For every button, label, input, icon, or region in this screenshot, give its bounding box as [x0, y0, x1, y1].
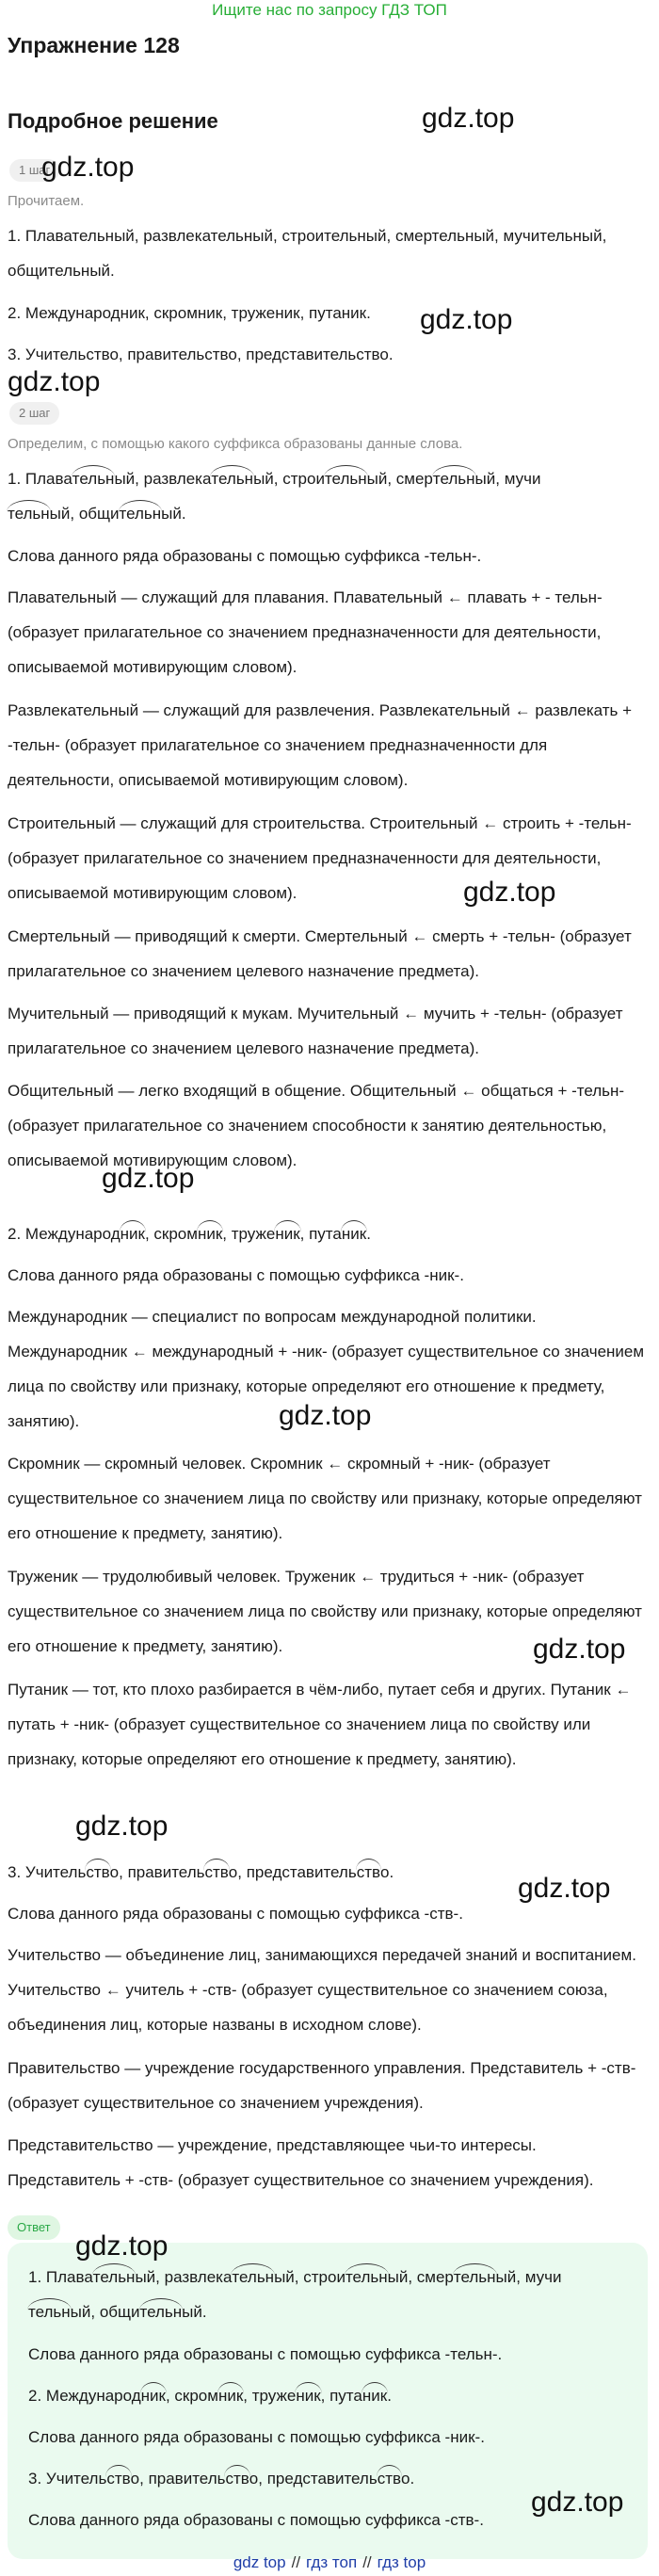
footer-link-gdz-top-ru[interactable]: гдз топ [306, 2553, 358, 2571]
suffix-mark: тельн [92, 2268, 136, 2286]
explanation-putanik: Путаник — тот, кто плохо разбирается в чём-либо, путает себя и других. Путаник ← путать + -ник- (образует существительное со значением лица по свойству или признаку, которые определяют его отношение к предмету, занятию). [8, 1681, 632, 1768]
watermark: gdz.top [41, 152, 135, 183]
watermark: gdz.top [463, 877, 556, 908]
step-1-badge: 1 шаг [9, 159, 59, 182]
suffix-mark: тельн [28, 2303, 71, 2321]
suffix-mark: тельн [453, 2268, 496, 2286]
suffix-mark: ник [120, 1225, 145, 1243]
suffix-mark: ств [377, 2470, 402, 2487]
suffix-mark: тельн [432, 470, 475, 488]
watermark: gdz.top [279, 1400, 372, 1431]
watermark: gdz.top [422, 103, 515, 134]
group-3-words: 3. Учительство, правительство, представительство. [8, 1863, 394, 1881]
suffix-mark: тельн [345, 2268, 388, 2286]
answer-group-2-summary: Слова данного ряда образованы с помощью суффикса -ник-. [28, 2428, 485, 2446]
suffix-mark: тельн [139, 2303, 183, 2321]
step-1-line-3: 3. Учительство, правительство, представительство. [8, 346, 394, 363]
suffix-mark: тельн [72, 470, 115, 488]
watermark: gdz.top [8, 366, 101, 397]
explanation-truzhenik: Труженик — трудолюбивый человек. Труженик ← трудиться + -ник- (образует существительное со значением лица по свойству или признаку, которые определяют его отношение к предмету, занятию). [8, 1568, 642, 1655]
suffix-mark: ник [217, 2387, 244, 2405]
explanation-skromnik: Скромник — скромный человек. Скромник ← скромный + -ник- (образует существительное со значением лица по свойству или признаку, которые определяют его отношение к предмету, занятию). [8, 1455, 642, 1542]
answer-badge: Ответ [8, 2215, 60, 2240]
suffix-mark: ств [106, 2470, 131, 2487]
answer-group-1-summary: Слова данного ряда образованы с помощью суффикса -тельн-. [28, 2345, 503, 2363]
footer-separator: // [362, 2553, 372, 2571]
explanation-razvlekatelny: Развлекательный — служащий для развлечения. Развлекательный ← развлекать + -тельн- (образует прилагательное со значением предназначенности для деятельности, описываемой мотивирующим словом). [8, 701, 633, 789]
suffix-mark: ств [86, 1863, 110, 1881]
answer-group-2-words: 2. Международник, скромник, труженик, путаник. [28, 2387, 392, 2405]
suffix-mark: ств [225, 2470, 249, 2487]
step-2-intro: Определим, с помощью какого суффикса образованы данные слова. [8, 436, 463, 452]
suffix-mark: тельн [119, 505, 162, 523]
suffix-mark: ник [296, 2387, 321, 2405]
step-2-badge: 2 шаг [9, 402, 59, 425]
group-3-summary: Слова данного ряда образованы с помощью суффикса -ств-. [8, 1905, 463, 1923]
explanation-stroitelny: Строительный — служащий для строительства. Строительный ← строить + -тельн- (образует прилагательное со значением предназначенности для деятельности, описываемой мотивирующим словом). [8, 814, 632, 902]
suffix-mark: тельн [232, 2268, 275, 2286]
suffix-mark: тельн [324, 470, 367, 488]
explanation-predstavitelstvo: Представительство — учреждение, представляющее чьи-то интересы. Представитель + -ств- (образует существительное со значением учреждения). [8, 2136, 594, 2189]
explanation-pravitelstvo: Правительство — учреждение государственного управления. Представитель + -ств- (образует существительное со значением учреждения). [8, 2059, 636, 2112]
explanation-obshitelny: Общительный — легко входящий в общение. Общительный ← общаться + -тельн- (образует прилагательное со значением способности к занятию деятельностью, описываемой мотивирующим словом). [8, 1082, 625, 1169]
step-1-line-1: 1. Плавательный, развлекательный, строительный, смертельный, мучительный, общительный. [8, 227, 607, 280]
suffix-mark: ств [204, 1863, 229, 1881]
explanation-uchitelstvo: Учительство — объединение лиц, занимающихся передачей знаний и воспитанием. Учительство ← учитель + -ств- (образует существительное со значением союза, объединения лиц, которые названы в исходном слове). [8, 1946, 636, 2034]
group-1-words: 1. Плавательный, развлекательный, строительный, смертельный, мучи тельный, общительный. [8, 470, 541, 523]
suffix-mark: тельн [211, 470, 254, 488]
suffix-mark: ник [197, 1225, 223, 1243]
footer-separator: // [291, 2553, 301, 2571]
step-1-line-2: 2. Международник, скромник, труженик, путаник. [8, 304, 371, 322]
watermark: gdz.top [420, 304, 513, 335]
footer-link-gdz-top-mixed[interactable]: гдз top [377, 2553, 426, 2571]
footer-links [0, 2552, 659, 2574]
group-2-summary: Слова данного ряда образованы с помощью суффикса -ник-. [8, 1266, 464, 1284]
suffix-mark: ств [356, 1863, 381, 1881]
explanation-smertelny: Смертельный — приводящий к смерти. Смертельный ← смерть + -тельн- (образует прилагательное со значением целевого назначение предмета). [8, 927, 632, 980]
group-2-words: 2. Международник, скромник, труженик, путаник. [8, 1225, 371, 1243]
watermark: gdz.top [518, 1873, 611, 1904]
explanation-mezhdunarodnik: Международник — специалист по вопросам международной политики. Международник ← международный + -ник- (образует существительное со значением лица по свойству или признаку, которые определяют его отношение к предмету, занятию). [8, 1308, 645, 1430]
suffix-mark: ник [140, 2387, 166, 2405]
suffix-mark: ник [362, 2387, 388, 2405]
suffix-mark: тельн [8, 505, 50, 523]
watermark: gdz.top [533, 1634, 626, 1665]
explanation-muchitelny: Мучительный — приводящий к мукам. Мучительный ← мучить + -тельн- (образует прилагательное со значением целевого назначение предмета). [8, 1005, 623, 1057]
answer-group-3-words: 3. Учительство, правительство, представительство. [28, 2470, 415, 2487]
step-1-intro: Прочитаем. [8, 193, 85, 209]
suffix-mark: ник [341, 1225, 367, 1243]
answer-group-3-summary: Слова данного ряда образованы с помощью суффикса -ств-. [28, 2511, 484, 2529]
watermark: gdz.top [75, 1811, 169, 1842]
explanation-plavatelny: Плавательный — служащий для плавания. Плавательный ← плавать + - тельн- (образует прилагательное со значением предназначенности для деятельности, описываемой мотивирующим словом). [8, 588, 603, 676]
footer-link-gdz-top[interactable]: gdz top [233, 2553, 286, 2571]
group-1-summary: Слова данного ряда образованы с помощью суффикса -тельн-. [8, 547, 482, 565]
watermark: gdz.top [75, 2230, 169, 2262]
watermark: gdz.top [102, 1163, 195, 1194]
top-search-hint[interactable]: Ищите нас по запросу ГДЗ ТОП [212, 1, 447, 19]
section-title: Подробное решение [8, 109, 218, 133]
suffix-mark: ник [275, 1225, 300, 1243]
watermark: gdz.top [531, 2487, 624, 2518]
exercise-title: Упражнение 128 [8, 33, 180, 57]
answer-group-1-words: 1. Плавательный, развлекательный, строительный, смертельный, мучи тельный, общительный. [28, 2268, 562, 2321]
